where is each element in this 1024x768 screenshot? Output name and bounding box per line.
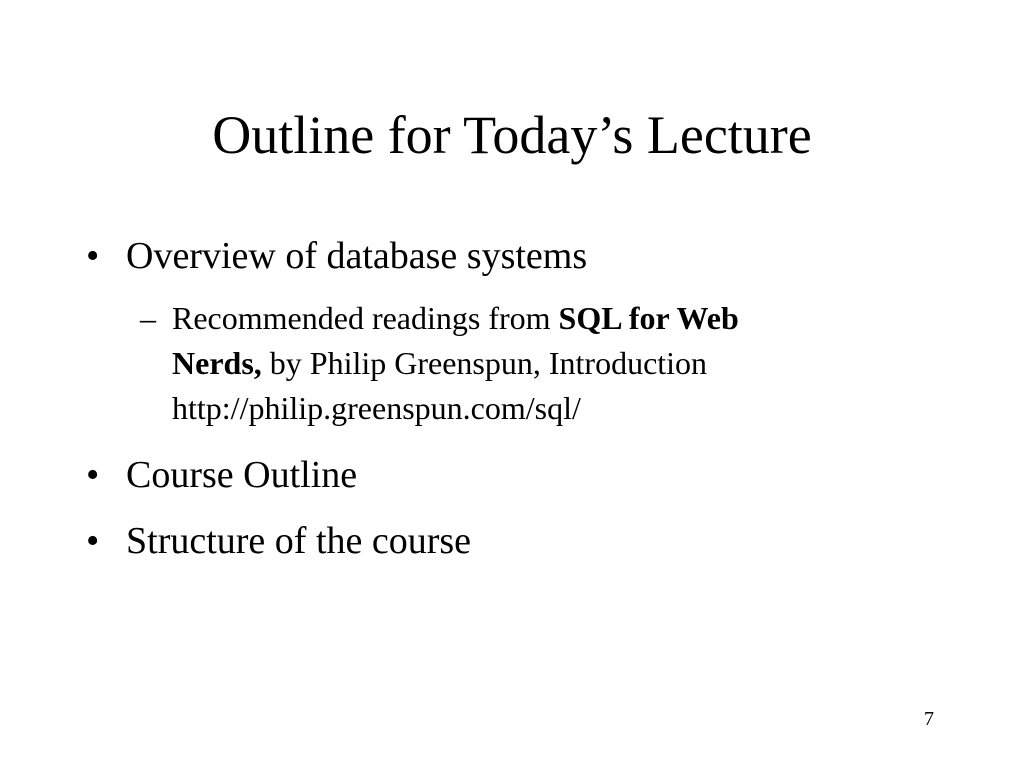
bullet-item <box>86 234 587 278</box>
reading-prefix: Recommended readings from <box>172 300 559 336</box>
book-title-part-1: SQL for Web <box>558 300 739 336</box>
author-info: by Philip Greenspun, Introduction <box>261 345 708 381</box>
reading-line-1 <box>172 296 900 341</box>
bullet-item <box>86 453 357 497</box>
page-number: 7 <box>924 708 934 730</box>
bullet-symbol: • <box>86 520 100 562</box>
bullet-item <box>86 519 471 563</box>
book-title-part-2: Nerds, <box>172 345 262 381</box>
sub-bullet-text <box>172 296 900 431</box>
bullet-symbol: • <box>86 454 100 496</box>
bullet-text: Overview of database systems <box>126 235 588 277</box>
slide-title: Outline for Today’s Lecture <box>212 105 812 165</box>
reading-url: http://philip.greenspun.com/sql/ <box>172 390 581 426</box>
bullet-text: Course Outline <box>126 454 358 496</box>
sub-bullet-symbol: – <box>140 300 156 336</box>
bullet-symbol: • <box>86 235 100 277</box>
reading-line-2 <box>172 341 900 386</box>
bullet-text: Structure of the course <box>126 520 472 562</box>
